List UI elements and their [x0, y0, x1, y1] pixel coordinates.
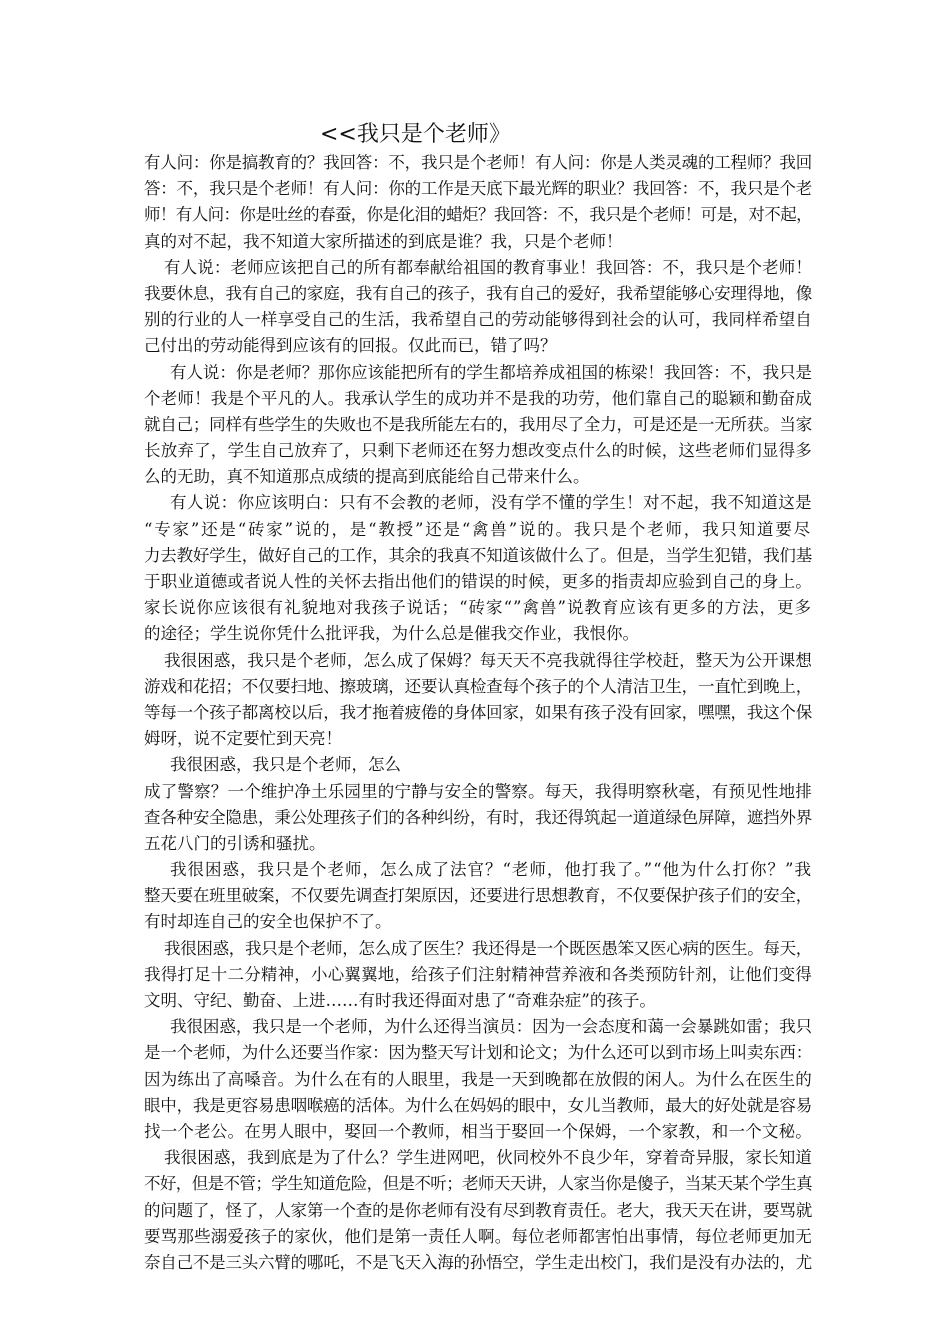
text-line: 有人说：老师应该把自己的所有都奉献给祖国的教育事业！我回答：不，我只是个老师！: [164, 257, 812, 277]
text-line: 答：不，我只是个老师！有人问：你的工作是天底下最光辉的职业？我回答：不，我只是个老: [144, 179, 813, 199]
text-line: 是一个老师，为什么还要当作家：因为整天写计划和论文；为什么还可以到市场上叫卖东西：: [144, 1043, 813, 1063]
text-line: 成了警察？一个维护净土乐园里的宁静与安全的警察。每天，我得明察秋毫，有预见性地排: [144, 781, 812, 801]
text-line: 有人说：你应该明白：只有不会教的老师，没有学不懂的学生！对不起，我不知道这是: [170, 493, 812, 513]
text-line: 的问题了，怪了，人家第一个查的是你老师有没有尽到教育责任。老大，我天天在讲，要骂就: [144, 1200, 813, 1220]
text-line: 别的行业的人一样享受自己的生活，我希望自己的劳动能够得到社会的认可，我同样希望自: [144, 310, 812, 330]
text-line: 要骂那些溺爱孩子的家伙，他们是第一责任人啊。每位老师都害怕出事情，每位老师更加无: [144, 1226, 812, 1246]
text-line: 有人问：你是搞教育的？我回答：不，我只是个老师！有人问：你是人类灵魂的工程师？我回: [144, 153, 813, 172]
text-line: 查各种安全隐患，秉公处理孩子们的各种纠纷，有时，我还得筑起一道道绿色屏障，遮挡外界: [144, 807, 813, 827]
text-line: 我要休息，我有自己的家庭，我有自己的孩子，我有自己的爱好，我希望能够心安理得地，像: [144, 283, 813, 303]
text-line: 奈自己不是三头六臂的哪吒，不是飞天入海的孙悟空，学生走出校门，我们是没有办法的，尤: [144, 1252, 813, 1272]
text-line: 我很困惑，我只是个老师，怎么成了医生？我还得是一个既医愚笨又医心病的医生。每天，: [164, 938, 813, 958]
text-line: 于职业道德或者说人性的关怀去指出他们的错误的时候，更多的指责却应验到自己的身上。: [144, 572, 812, 591]
text-line: 就自己；同样有些学生的失败也不是我所能左右的，我用尽了全力，可是还是一无所获。当家: [144, 414, 813, 434]
text-line: 己付出的劳动能得到应该有的回报。仅此而已，错了吗？: [144, 336, 557, 356]
text-line: 有人说：你是老师？那你应该能把所有的学生都培养成祖国的栋梁！我回答：不，我只是: [170, 362, 813, 382]
text-line: 家长说你应该很有礼貌地对我孩子说话；“砖家“”禽兽”说教育应该有更多的方法，更多: [144, 598, 812, 618]
text-line: 不好，但是不管；学生知道危险，但是不听；老师天天讲，人家当你是傻子，当某天某个学生真: [144, 1174, 813, 1194]
document-body: [144, 150, 814, 1276]
text-line: 整天要在班里破案，不仅要先调查打架原因，还要进行思想教育，不仅要保护孩子们的安全，: [144, 886, 813, 906]
text-line: 我很困惑，我只是个老师，怎么成了法官？“老师，他打我了。”“他为什么打你？”我: [170, 860, 812, 880]
text-line: 我得打足十二分精神，小心翼翼地，给孩子们注射精神营养液和各类预防针剂，让他们变得: [144, 964, 812, 984]
text-line: 有时却连自己的安全也保护不了。: [144, 912, 392, 932]
text-line: 文明、守纪、勤奋、上进……有时我还得面对患了“奇难杂症”的孩子。: [144, 991, 656, 1010]
text-line: 长放弃了，学生自己放弃了，只剩下老师还在努力想改变点什么的时候，这些老师们显得多: [144, 441, 812, 461]
text-line: 因为练出了高嗓音。为什么在有的人眼里，我是一天到晚都在放假的闲人。为什么在医生的: [144, 1069, 812, 1089]
text-line: 找一个老公。在男人眼中，娶回一个教师，相当于娶回一个保姆，一个家教，和一个文秘。: [144, 1121, 812, 1141]
text-line: 我很困惑，我只是一个老师，为什么还得当演员：因为一会态度和蔼一会暴跳如雷；我只: [170, 1017, 813, 1037]
text-line: 么的无助，真不知道那点成绩的提高到底能给自己带来什么。: [144, 467, 590, 487]
text-line: “专家”还是“砖家”说的，是“教授”还是“禽兽”说的。我只是个老师，我只知道要尽: [144, 519, 812, 539]
text-line: 我很困惑，我只是个老师，怎么成了保姆？每天天不亮我就得往学校赶，整天为公开课想: [164, 650, 812, 670]
text-line: 我很困惑，我只是个老师，怎么: [170, 755, 401, 775]
document-title: <<我只是个老师》: [320, 122, 511, 147]
text-line: 姆呀，说不定要忙到天亮！: [144, 729, 342, 749]
text-line: 力去教好学生，做好自己的工作，其余的我真不知道该做什么了。但是，当学生犯错，我们基: [144, 545, 813, 565]
text-line: 个老师！我是个平凡的人。我承认学生的成功并不是我的功劳，他们靠自己的聪颖和勤奋成: [144, 388, 812, 408]
text-line: 眼中，我是更容易患咽喉癌的活体。为什么在妈妈的眼中，女儿当教师，最大的好处就是容易: [144, 1095, 813, 1115]
text-line: 的途径；学生说你凭什么批评我，为什么总是催我交作业，我恨你。: [144, 624, 639, 644]
text-line: 我很困惑，我到底是为了什么？学生进网吧，伙同校外不良少年，穿着奇异服，家长知道: [164, 1148, 812, 1168]
text-line: 等每一个孩子都离校以后，我才拖着疲倦的身体回家，如果有孩子没有回家，嘿嘿，我这个保: [144, 702, 813, 722]
text-line: 真的对不起，我不知道大家所描述的到底是谁？我，只是个老师！: [144, 231, 623, 251]
text-line: 游戏和花招；不仅要扫地、擦玻璃，还要认真检查每个孩子的个人清洁卫生，一直忙到晚上，: [144, 676, 813, 696]
text-line: 五花八门的引诱和骚扰。: [144, 833, 326, 853]
text-line: 师！有人问：你是吐丝的春蚕，你是化泪的蜡炬？我回答：不，我只是个老师！可是，对不起，: [144, 205, 813, 225]
